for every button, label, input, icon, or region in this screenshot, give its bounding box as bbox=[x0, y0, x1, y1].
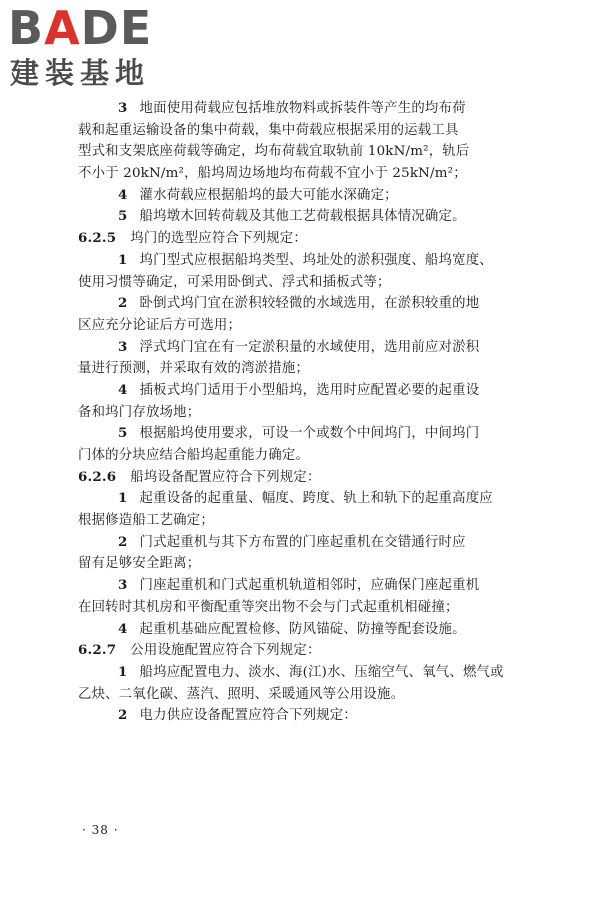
clause-heading-line bbox=[78, 640, 525, 662]
line-text: 根据修造船工艺确定； bbox=[78, 513, 214, 529]
continuation-line bbox=[78, 141, 525, 163]
line-text: 船坞设备配置应符合下列规定： bbox=[130, 469, 321, 485]
line-text: 船坞墩木回转荷载及其他工艺荷载根据具体情况确定。 bbox=[139, 209, 466, 225]
line-text: 船坞应配置电力、淡水、海(江)水、压缩空气、氧气、燃气或 bbox=[139, 664, 504, 680]
clause-number: 6.2.5 bbox=[78, 230, 117, 247]
line-text: 使用习惯等确定，可采用卧倒式、浮式和插板式等； bbox=[78, 274, 391, 290]
continuation-line bbox=[78, 163, 525, 185]
line-text: 门座起重机和门式起重机轨道相邻时，应确保门座起重机 bbox=[139, 578, 480, 594]
continuation-line bbox=[78, 272, 525, 294]
line-text: 型式和支架底座荷载等确定，均布荷载宜取轨前 10kN/m²，轨后 bbox=[78, 144, 470, 160]
list-item-line bbox=[78, 575, 525, 597]
list-item-line bbox=[78, 293, 525, 315]
item-number: 4 bbox=[118, 381, 128, 398]
logo-accent-letter: A bbox=[44, 1, 81, 55]
item-number: 1 bbox=[118, 663, 128, 680]
item-number: 3 bbox=[118, 338, 128, 355]
list-item-line bbox=[78, 206, 525, 228]
clause-number: 6.2.6 bbox=[78, 468, 117, 485]
line-text: 起重机基础应配置检修、防风锚碇、防撞等配套设施。 bbox=[139, 621, 466, 637]
continuation-line bbox=[78, 510, 525, 532]
line-text: 地面使用荷载应包括堆放物料或拆装件等产生的均布荷 bbox=[139, 101, 466, 116]
clause-heading-line bbox=[78, 228, 525, 250]
continuation-line bbox=[78, 120, 525, 142]
clause-number: 6.2.7 bbox=[78, 642, 117, 659]
item-number: 2 bbox=[118, 707, 128, 724]
line-text: 公用设施配置应符合下列规定： bbox=[130, 643, 321, 659]
item-number: 1 bbox=[118, 251, 128, 268]
list-item-line bbox=[78, 250, 525, 272]
line-text: 电力供应设备配置应符合下列规定： bbox=[139, 708, 357, 724]
list-item-line bbox=[78, 337, 525, 359]
line-text: 留有足够安全距离； bbox=[78, 556, 201, 572]
line-text: 根据船坞使用要求，可设一个或数个中间坞门，中间坞门 bbox=[139, 426, 480, 442]
line-text: 量进行预测，并采取有效的湾淤措施； bbox=[78, 361, 310, 377]
list-item-line bbox=[78, 705, 525, 727]
line-text: 在回转时其机房和平衡配重等突出物不会与门式起重机相碰撞； bbox=[78, 599, 459, 615]
line-text: 插板式坞门适用于小型船坞，选用时应配置必要的起重设 bbox=[139, 382, 480, 398]
list-item-line bbox=[78, 619, 525, 641]
line-text: 不小于 20kN/m²，船坞周边场地均布荷载不宜小于 25kN/m²； bbox=[78, 166, 467, 182]
list-item-line bbox=[78, 98, 525, 120]
line-text: 乙炔、二氧化碳、蒸汽、照明、采暖通风等公用设施。 bbox=[78, 686, 405, 702]
item-number: 3 bbox=[118, 577, 128, 594]
item-number: 4 bbox=[118, 186, 128, 203]
list-item-line bbox=[78, 488, 525, 510]
item-number: 3 bbox=[118, 100, 128, 116]
item-number: 4 bbox=[118, 620, 128, 637]
line-text: 坞门型式应根据船坞类型、坞址处的淤积强度、船坞宽度、 bbox=[139, 252, 493, 268]
continuation-line bbox=[78, 597, 525, 619]
continuation-line bbox=[78, 553, 525, 575]
line-text: 灌水荷载应根据船坞的最大可能水深确定； bbox=[139, 187, 398, 203]
line-text: 备和坞门存放场地； bbox=[78, 404, 201, 420]
line-text: 区应充分论证后方可选用； bbox=[78, 317, 242, 333]
line-text: 浮式坞门宜在有一定淤积量的水域使用，选用前应对淤积 bbox=[139, 339, 480, 355]
line-text: 卧倒式坞门宜在淤积较轻微的水域选用，在淤积较重的地 bbox=[139, 296, 480, 312]
continuation-line bbox=[78, 358, 525, 380]
list-item-line bbox=[78, 380, 525, 402]
list-item-line bbox=[78, 185, 525, 207]
item-number: 2 bbox=[118, 533, 128, 550]
logo bbox=[8, 1, 178, 94]
document-body bbox=[78, 98, 525, 727]
page-number: · 38 · bbox=[82, 823, 119, 837]
continuation-line bbox=[78, 445, 525, 467]
list-item-line bbox=[78, 662, 525, 684]
line-text: 门式起重机与其下方布置的门座起重机在交错通行时应 bbox=[139, 534, 466, 550]
logo-wordmark: BADE bbox=[8, 1, 153, 55]
item-number: 1 bbox=[118, 490, 128, 507]
line-text: 坞门的选型应符合下列规定： bbox=[130, 231, 307, 247]
logo-subtitle: 建装基地 bbox=[10, 56, 151, 90]
line-text: 载和起重运输设备的集中荷载，集中荷载应根据采用的运载工具 bbox=[78, 122, 459, 138]
clause-heading-line bbox=[78, 467, 525, 489]
continuation-line bbox=[78, 402, 525, 424]
line-text: 门体的分块应结合船坞起重能力确定。 bbox=[78, 448, 310, 463]
list-item-line bbox=[78, 532, 525, 554]
continuation-line bbox=[78, 684, 525, 706]
list-item-line bbox=[78, 423, 525, 445]
item-number: 5 bbox=[118, 208, 128, 225]
line-text: 起重设备的起重量、幅度、跨度、轨上和轨下的起重高度应 bbox=[139, 491, 493, 507]
continuation-line bbox=[78, 315, 525, 337]
item-number: 5 bbox=[118, 425, 128, 442]
item-number: 2 bbox=[118, 295, 128, 312]
